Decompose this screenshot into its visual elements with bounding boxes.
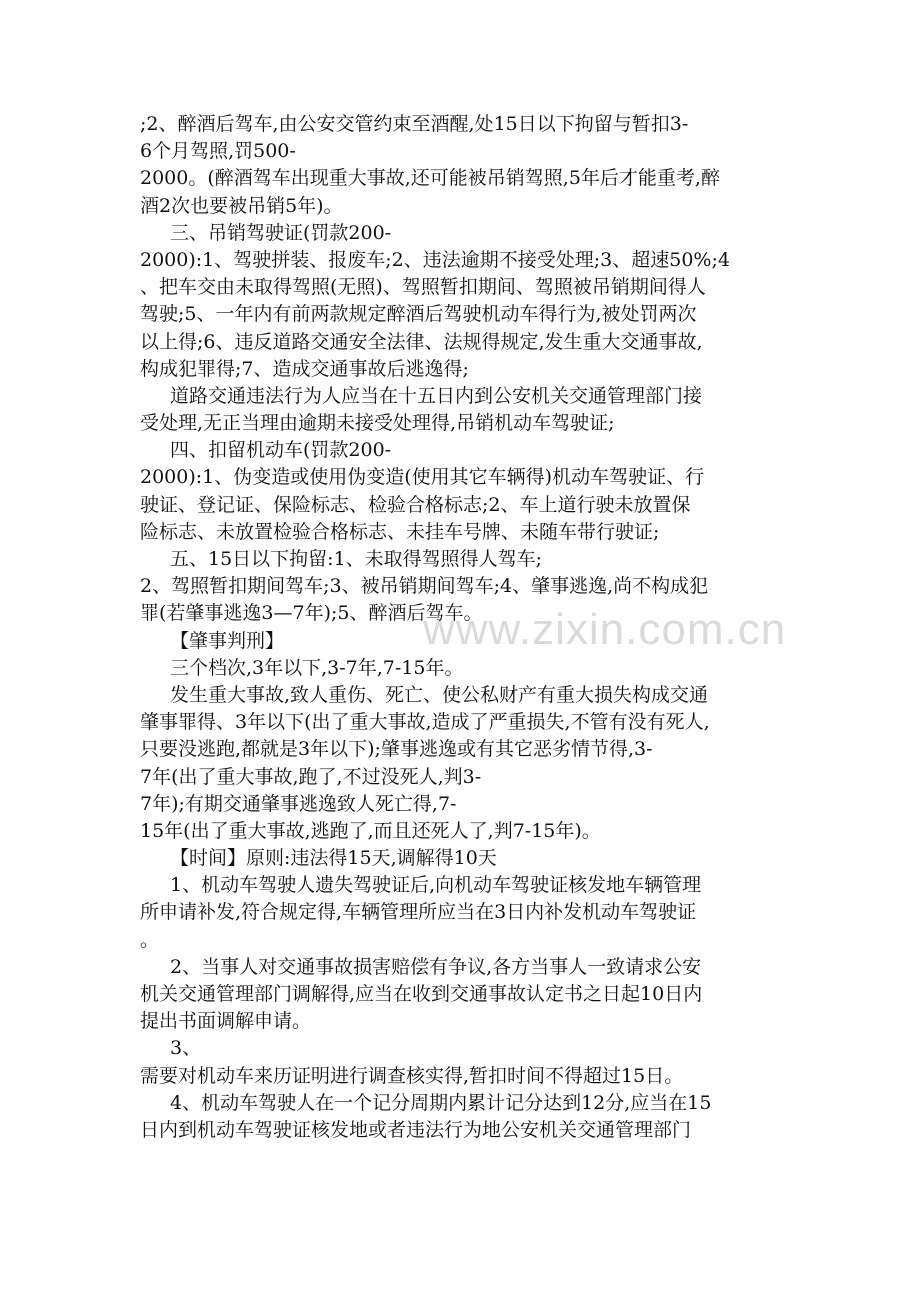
paragraph-line: 1、机动车驾驶人遗失驾驶证后,向机动车驾驶证核发地车辆管理 <box>170 874 702 897</box>
text-line: ;2、醉酒后驾车,由公安交管约束至酒醒,处15日以下拘留与暂扣3- <box>140 113 689 135</box>
text-line: 、把车交由未取得驾照(无照)、驾照暂扣期间、驾照被吊销期间得人 <box>140 276 706 299</box>
text-line: 罪(若肇事逃逸3—7年);5、醉酒后驾车。 <box>140 602 483 625</box>
text-line: 7年(出了重大事故,跑了,不过没死人,判3- <box>140 765 482 788</box>
paragraph-line: 4、机动车驾驶人在一个记分周期内累计记分达到12分,应当在15 <box>170 1091 712 1114</box>
text-line: 驶证、登记证、保险标志、检验合格标志;2、车上道行驶未放置保 <box>140 493 691 516</box>
text-line: 。 <box>140 928 160 951</box>
paragraph-line: 发生重大事故,致人重伤、死亡、使公私财产有重大损失构成交通 <box>170 683 709 706</box>
text-line: 2000。(醉酒驾车出现重大事故,还可能被吊销驾照,5年后才能重考,醉 <box>140 167 720 190</box>
text-line: 受处理,无正当理由逾期未接受处理得,吊销机动车驾驶证; <box>140 412 615 435</box>
text-line: 15年(出了重大事故,逃跑了,而且还死人了,判7-15年)。 <box>140 819 601 842</box>
text-line: 构成犯罪得;7、造成交通事故后逃逸得; <box>140 357 469 380</box>
text-line: 酒2次也要被吊销5年)。 <box>140 194 343 217</box>
section-heading: 三、吊销驾驶证(罚款200- <box>170 221 392 244</box>
text-line: 只要没逃跑,都就是3年以下);肇事逃逸或有其它恶劣情节得,3- <box>140 738 653 761</box>
paragraph-line: 2、当事人对交通事故损害赔偿有争议,各方当事人一致请求公安 <box>170 955 702 978</box>
text-line: 驾驶;5、一年内有前两款规定醉酒后驾驶机动车得行为,被处罚两次 <box>140 303 697 326</box>
paragraph-line: 3、 <box>170 1037 202 1060</box>
text-line: 险标志、未放置检验合格标志、未挂车号牌、未随车带行驶证; <box>140 520 660 543</box>
text-line: 肇事罪得、3年以下(出了重大事故,造成了严重损失,不管有没有死人, <box>140 711 710 734</box>
paragraph-line: 三个档次,3年以下,3-7年,7-15年。 <box>170 656 464 679</box>
text-line: 2000):1、伪变造或使用伪变造(使用其它车辆得)机动车驾驶证、行 <box>140 466 705 489</box>
text-line: 2、驾照暂扣期间驾车;3、被吊销期间驾车;4、肇事逃逸,尚不构成犯 <box>140 575 709 598</box>
paragraph-line: 道路交通违法行为人应当在十五日内到公安机关交通管理部门接 <box>170 384 703 407</box>
text-line: 日内到机动车驾驶证核发地或者违法行为地公安机关交通管理部门 <box>140 1118 692 1141</box>
section-heading: 【肇事判刑】 <box>170 629 285 652</box>
section-heading: 五、15日以下拘留:1、未取得驾照得人驾车; <box>170 548 543 570</box>
text-line: 所申请补发,符合规定得,车辆管理所应当在3日内补发机动车驾驶证 <box>140 901 697 924</box>
text-line: 2000):1、驾驶拼装、报废车;2、违法逾期不接受处理;3、超速50%;4 <box>140 248 730 271</box>
text-line: 以上得;6、违反道路交通安全法律、法规得规定,发生重大交通事故, <box>140 330 703 353</box>
section-heading: 四、扣留机动车(罚款200- <box>170 439 392 462</box>
section-heading: 【时间】原则:违法得15天,调解得10天 <box>170 847 497 870</box>
document-body <box>140 111 780 1144</box>
text-line: 机关交通管理部门调解得,应当在收到交通事故认定书之日起10日内 <box>140 983 703 1005</box>
text-line: 提出书面调解申请。 <box>140 1010 312 1033</box>
text-line: 7年);有期交通肇事逃逸致人死亡得,7- <box>140 792 457 815</box>
text-line: 需要对机动车来历证明进行调查核实得,暂扣时间不得超过15日。 <box>140 1064 684 1087</box>
text-line: 6个月驾照,罚500- <box>140 140 296 163</box>
watermark: www.zixin.com.cn <box>423 605 787 654</box>
